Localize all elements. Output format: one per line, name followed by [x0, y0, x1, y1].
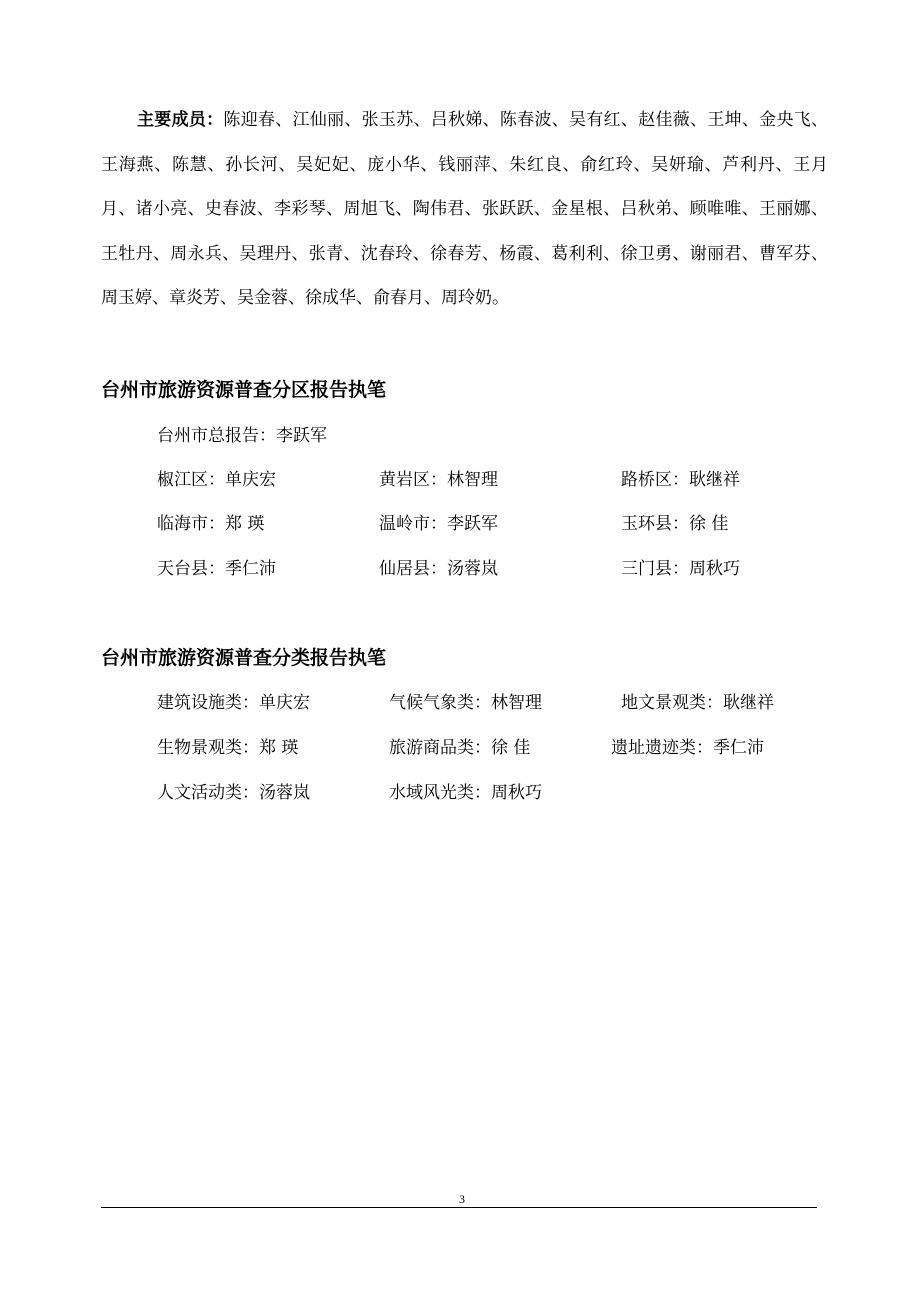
district-total-report: 台州市总报告：李跃军 — [157, 426, 327, 446]
category-item: 地文景观类：耿继祥 — [621, 693, 774, 713]
district-item: 黄岩区：林智理 — [379, 470, 498, 490]
district-item: 仙居县：汤蓉岚 — [379, 559, 498, 579]
district-item: 三门县：周秋巧 — [621, 559, 740, 579]
district-item: 玉环县：徐 佳 — [621, 514, 729, 534]
members-list: 陈迎春、江仙丽、张玉苏、吕秋娣、陈春波、吴有红、赵佳薇、王坤、金央飞、王海燕、陈慧、孙长河、吴妃妃、庞小华、钱丽萍、朱红良、俞红玲、吴妍瑜、芦利丹、王月月、诸小亮、史春波、李彩琴、周旭飞、陶伟君、张跃跃、金星根、吕秋弟、顾唯唯、王丽娜、王牡丹、周永兵、吴理丹、张青、沈春玲、徐春芳、杨霞、葛利利、徐卫勇、谢丽君、曹军芬、周玉婷、章炎芳、吴金蓉、徐成华、俞春月、周玲奶。 — [101, 110, 829, 308]
footer-rule — [101, 1207, 817, 1208]
category-item: 建筑设施类：单庆宏 — [157, 693, 310, 713]
district-item: 温岭市：李跃军 — [379, 514, 498, 534]
district-item: 路桥区：耿继祥 — [621, 470, 740, 490]
category-item: 人文活动类：汤蓉岚 — [157, 783, 310, 803]
category-item: 气候气象类：林智理 — [389, 693, 542, 713]
members-label: 主要成员： — [137, 110, 224, 130]
category-item: 旅游商品类：徐 佳 — [389, 738, 531, 758]
district-item: 椒江区：单庆宏 — [157, 470, 276, 490]
district-heading: 台州市旅游资源普查分区报告执笔 — [101, 379, 387, 401]
district-item: 临海市：郑 瑛 — [157, 514, 265, 534]
page-number: 3 — [456, 1192, 468, 1207]
category-item: 水域风光类：周秋巧 — [389, 783, 542, 803]
category-item: 遗址遗迹类：季仁沛 — [611, 738, 764, 758]
category-item: 生物景观类：郑 瑛 — [157, 738, 299, 758]
members-paragraph — [101, 98, 828, 321]
category-heading: 台州市旅游资源普查分类报告执笔 — [101, 647, 387, 669]
district-item: 天台县：季仁沛 — [157, 559, 276, 579]
